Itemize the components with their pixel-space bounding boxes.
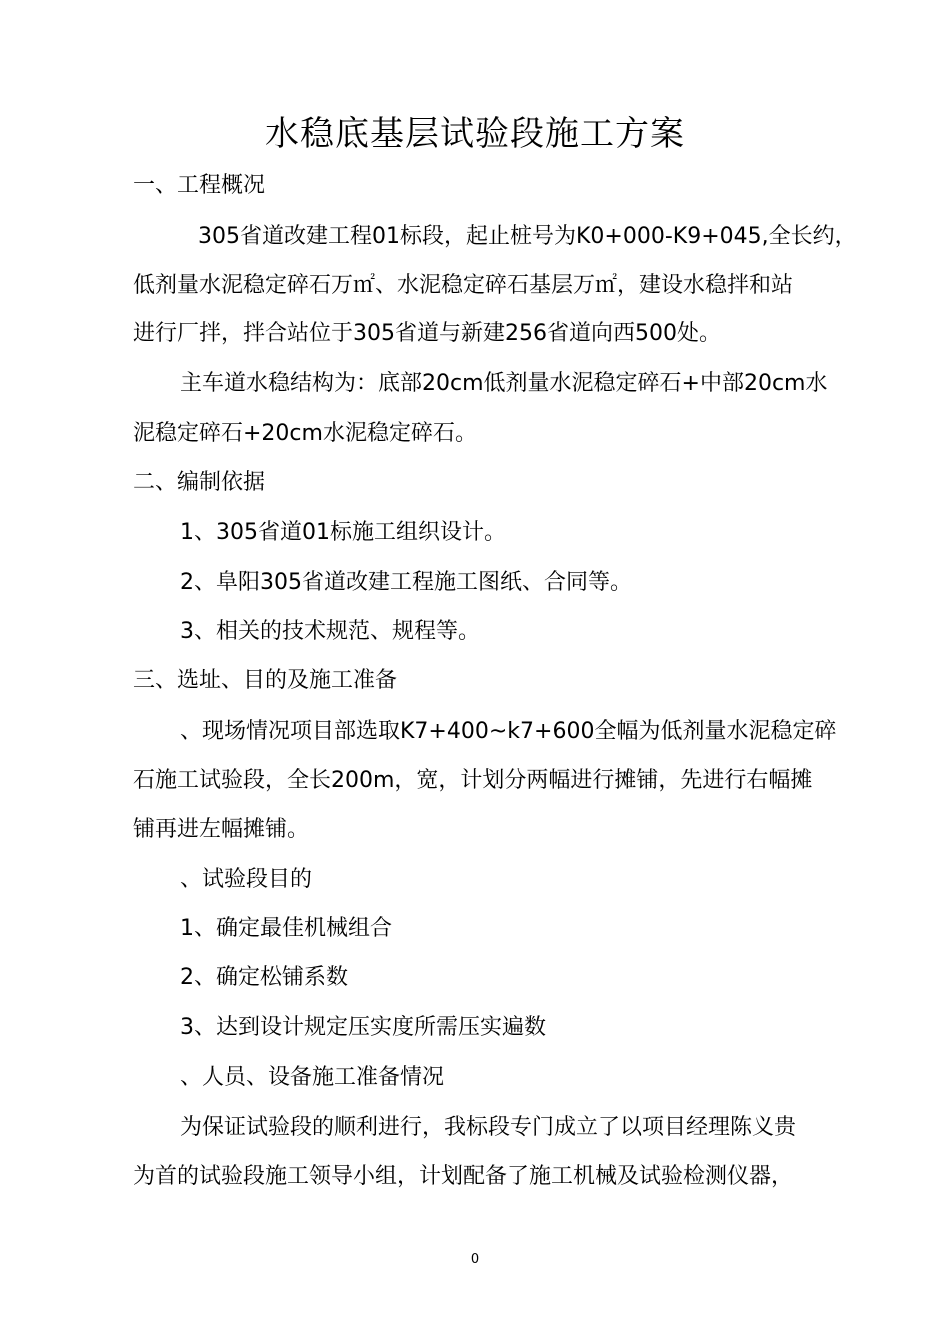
list-item: 2、阜阳305省道改建工程施工图纸、合同等。 [180, 570, 632, 595]
paragraph-line: 主车道水稳结构为：底部20cm低剂量水泥稳定碎石+中部20cm水 [180, 371, 828, 396]
document-title: 水稳底基层试验段施工方案 [265, 114, 685, 154]
heading-basis: 二、编制依据 [133, 470, 266, 495]
paragraph-line: 为保证试验段的顺利进行，我标段专门成立了以项目经理陈义贵 [180, 1115, 797, 1140]
list-item: 3、相关的技术规范、规程等。 [180, 619, 480, 644]
paragraph-line: 低剂量水泥稳定碎石万㎡、水泥稳定碎石基层万㎡，建设水稳拌和站 [133, 273, 794, 298]
paragraph-line: 铺再进左幅摊铺。 [133, 817, 310, 842]
list-item: 2、确定松铺系数 [180, 965, 348, 990]
subheading-personnel-equipment: 、人员、设备施工准备情况 [180, 1065, 445, 1090]
heading-overview: 一、工程概况 [133, 173, 266, 198]
paragraph-line: 、现场情况项目部选取K7+400~k7+600全幅为低剂量水泥稳定碎 [180, 719, 837, 744]
list-item: 1、305省道01标施工组织设计。 [180, 520, 506, 545]
paragraph-line: 为首的试验段施工领导小组，计划配备了施工机械及试验检测仪器， [133, 1164, 794, 1189]
paragraph-line: 305省道改建工程01标段，起止桩号为K0+000-K9+045,全长约， [198, 224, 857, 249]
paragraph-line: 进行厂拌，拌合站位于305省道与新建256省道向西500处。 [133, 321, 721, 346]
list-item: 1、确定最佳机械组合 [180, 916, 392, 941]
list-item: 3、达到设计规定压实度所需压实遍数 [180, 1015, 546, 1040]
paragraph-line: 石施工试验段，全长200m，宽，计划分两幅进行摊铺，先进行右幅摊 [133, 768, 813, 793]
heading-site-preparation: 三、选址、目的及施工准备 [133, 668, 398, 693]
page-number: 0 [470, 1252, 480, 1267]
subheading-purpose: 、试验段目的 [180, 867, 313, 892]
paragraph-line: 泥稳定碎石+20cm水泥稳定碎石。 [133, 421, 477, 446]
